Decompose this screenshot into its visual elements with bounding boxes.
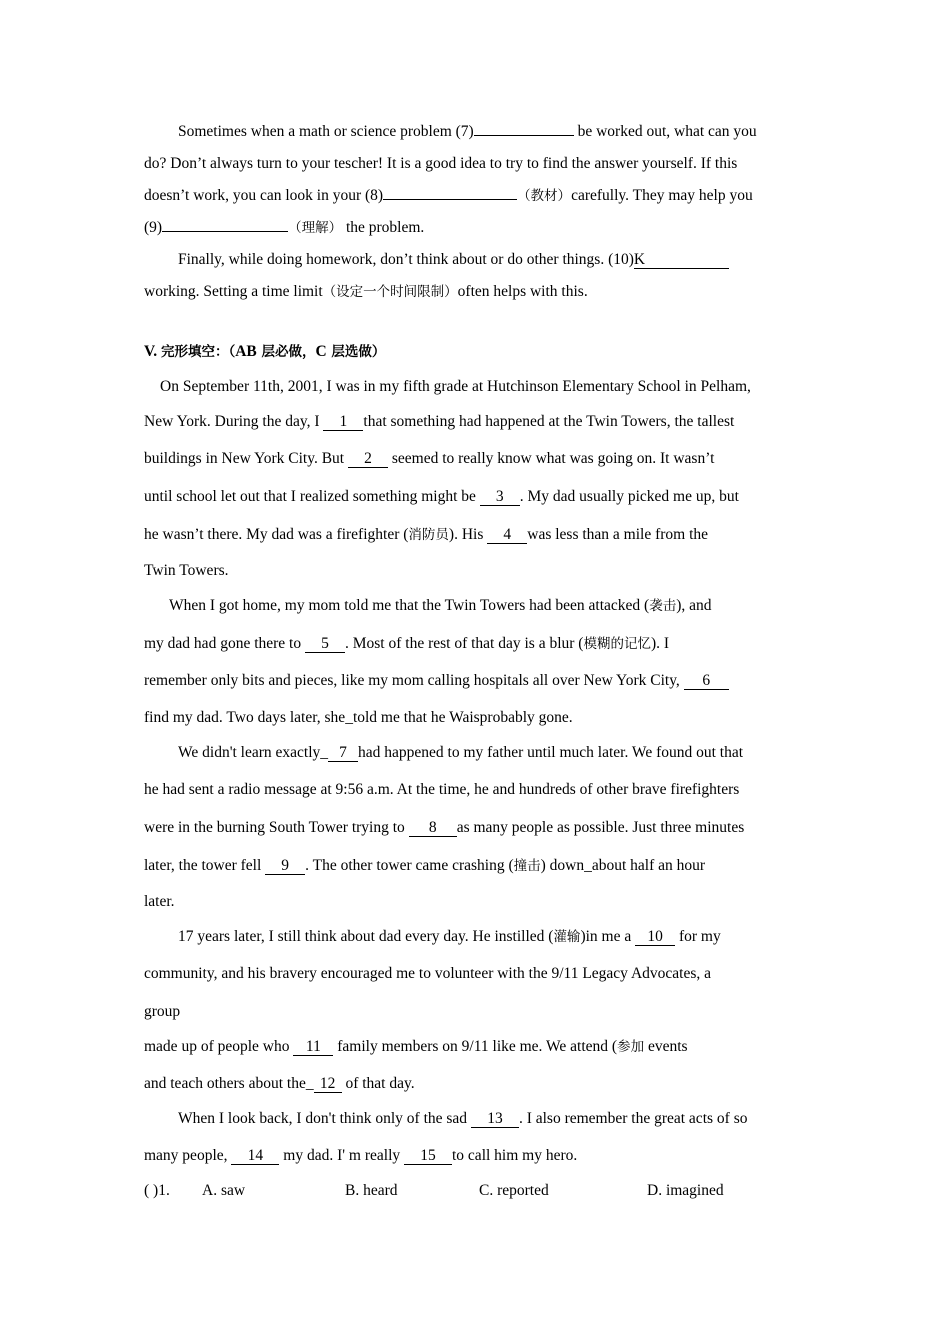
cloze-blank-14[interactable]: 14 — [231, 1148, 279, 1165]
section-heading: V. 完形填空：（AB 层必做，C 层选做） — [144, 343, 386, 360]
text-line: Sometimes when a math or science problem (7) be worked out, what can you — [178, 123, 757, 140]
cloze-blank-1[interactable]: 1 — [323, 414, 363, 431]
text-line: later. — [144, 893, 175, 910]
cloze-blank-8[interactable]: 8 — [409, 820, 457, 837]
text-line: We didn't learn exactly_ 7 had happened to my father until much later. We found out that — [178, 744, 744, 761]
answer-blank-9[interactable] — [162, 231, 288, 232]
text-line: group — [144, 1003, 181, 1020]
text-line: buildings in New York City. But 2 seemed to really know what was going on. It wasn’t — [144, 450, 715, 467]
cloze-blank-10[interactable]: 10 — [635, 929, 675, 946]
text-line: until school let out that I realized something might be 3 . My dad usually picked me up, but — [144, 488, 739, 505]
option-b[interactable]: B. heard — [345, 1182, 398, 1199]
text-line: New York. During the day, I 1 that something had happened at the Twin Towers, the tallest — [144, 413, 735, 430]
text-line: were in the burning South Tower trying to 8 as many people as possible. Just three minutes — [144, 819, 745, 836]
text-line: made up of people who 11 family members on 9/11 like me. We attend (参加 events — [144, 1038, 688, 1055]
text-line: my dad had gone there to 5 . Most of the rest of that day is a blur (模糊的记忆). I — [144, 635, 670, 652]
text-line: many people, 14 my dad. I' m really 15 to call him my hero. — [144, 1147, 578, 1164]
text-line: When I got home, my mom told me that the Twin Towers had been attacked (袭击), and — [169, 597, 712, 614]
cloze-blank-2[interactable]: 2 — [348, 451, 388, 468]
text-line: Twin Towers. — [144, 562, 229, 579]
cloze-blank-6[interactable]: 6 — [684, 673, 729, 690]
option-d[interactable]: D. imagined — [647, 1182, 724, 1199]
text-line: working. Setting a time limit（设定一个时间限制）often helps with this. — [144, 283, 588, 300]
text-line: he had sent a radio message at 9:56 a.m. At the time, he and hundreds of other brave firefighters — [144, 781, 740, 798]
answer-paren[interactable]: ( ) — [144, 1182, 159, 1199]
text-line: do? Don’t always turn to your tescher! It is a good idea to try to find the answer yourself. If this — [144, 155, 738, 172]
text-line: (9) （理解） the problem. — [144, 219, 425, 236]
answer-blank-8[interactable] — [383, 199, 517, 200]
text-line: find my dad. Two days later, she_told me that he Waisprobably gone. — [144, 709, 573, 726]
option-c[interactable]: C. reported — [479, 1182, 549, 1199]
text-line: doesn’t work, you can look in your (8) （教材）carefully. They may help you — [144, 187, 753, 204]
option-a[interactable]: A. saw — [202, 1182, 246, 1199]
cloze-blank-12[interactable]: 12 — [314, 1076, 342, 1093]
text-line: When I look back, I don't think only of the sad 13 . I also remember the great acts of so — [178, 1110, 748, 1127]
cloze-blank-5[interactable]: 5 — [305, 636, 345, 653]
answer-blank-7[interactable] — [474, 135, 574, 136]
cloze-blank-3[interactable]: 3 — [480, 489, 520, 506]
question-1: ( )1. — [144, 1182, 170, 1199]
cloze-blank-9[interactable]: 9 — [265, 858, 305, 875]
text-line: On September 11th, 2001, I was in my fifth grade at Hutchinson Elementary School in Pelham, — [160, 378, 751, 395]
text-line: later, the tower fell 9 . The other tower came crashing (撞击) down_about half an hour — [144, 857, 706, 874]
text-line: 17 years later, I still think about dad every day. He instilled (灌输)in me a 10 for my — [178, 928, 721, 945]
answer-blank-10[interactable]: K — [634, 252, 729, 269]
cloze-blank-11[interactable]: 11 — [293, 1039, 333, 1056]
text-line: community, and his bravery encouraged me to volunteer with the 9/11 Legacy Advocates, a — [144, 965, 712, 982]
cloze-blank-15[interactable]: 15 — [404, 1148, 452, 1165]
text-line: remember only bits and pieces, like my mom calling hospitals all over New York City, 6 — [144, 671, 729, 691]
text-line: Finally, while doing homework, don’t think about or do other things. (10)K — [178, 250, 729, 270]
text-line: and teach others about the_ 12 of that day. — [144, 1075, 415, 1092]
cloze-blank-13[interactable]: 13 — [471, 1111, 519, 1128]
text-line: he wasn’t there. My dad was a firefighter (消防员). His 4 was less than a mile from the — [144, 526, 709, 543]
cloze-blank-4[interactable]: 4 — [487, 527, 527, 544]
cloze-blank-7[interactable]: 7 — [328, 745, 358, 762]
